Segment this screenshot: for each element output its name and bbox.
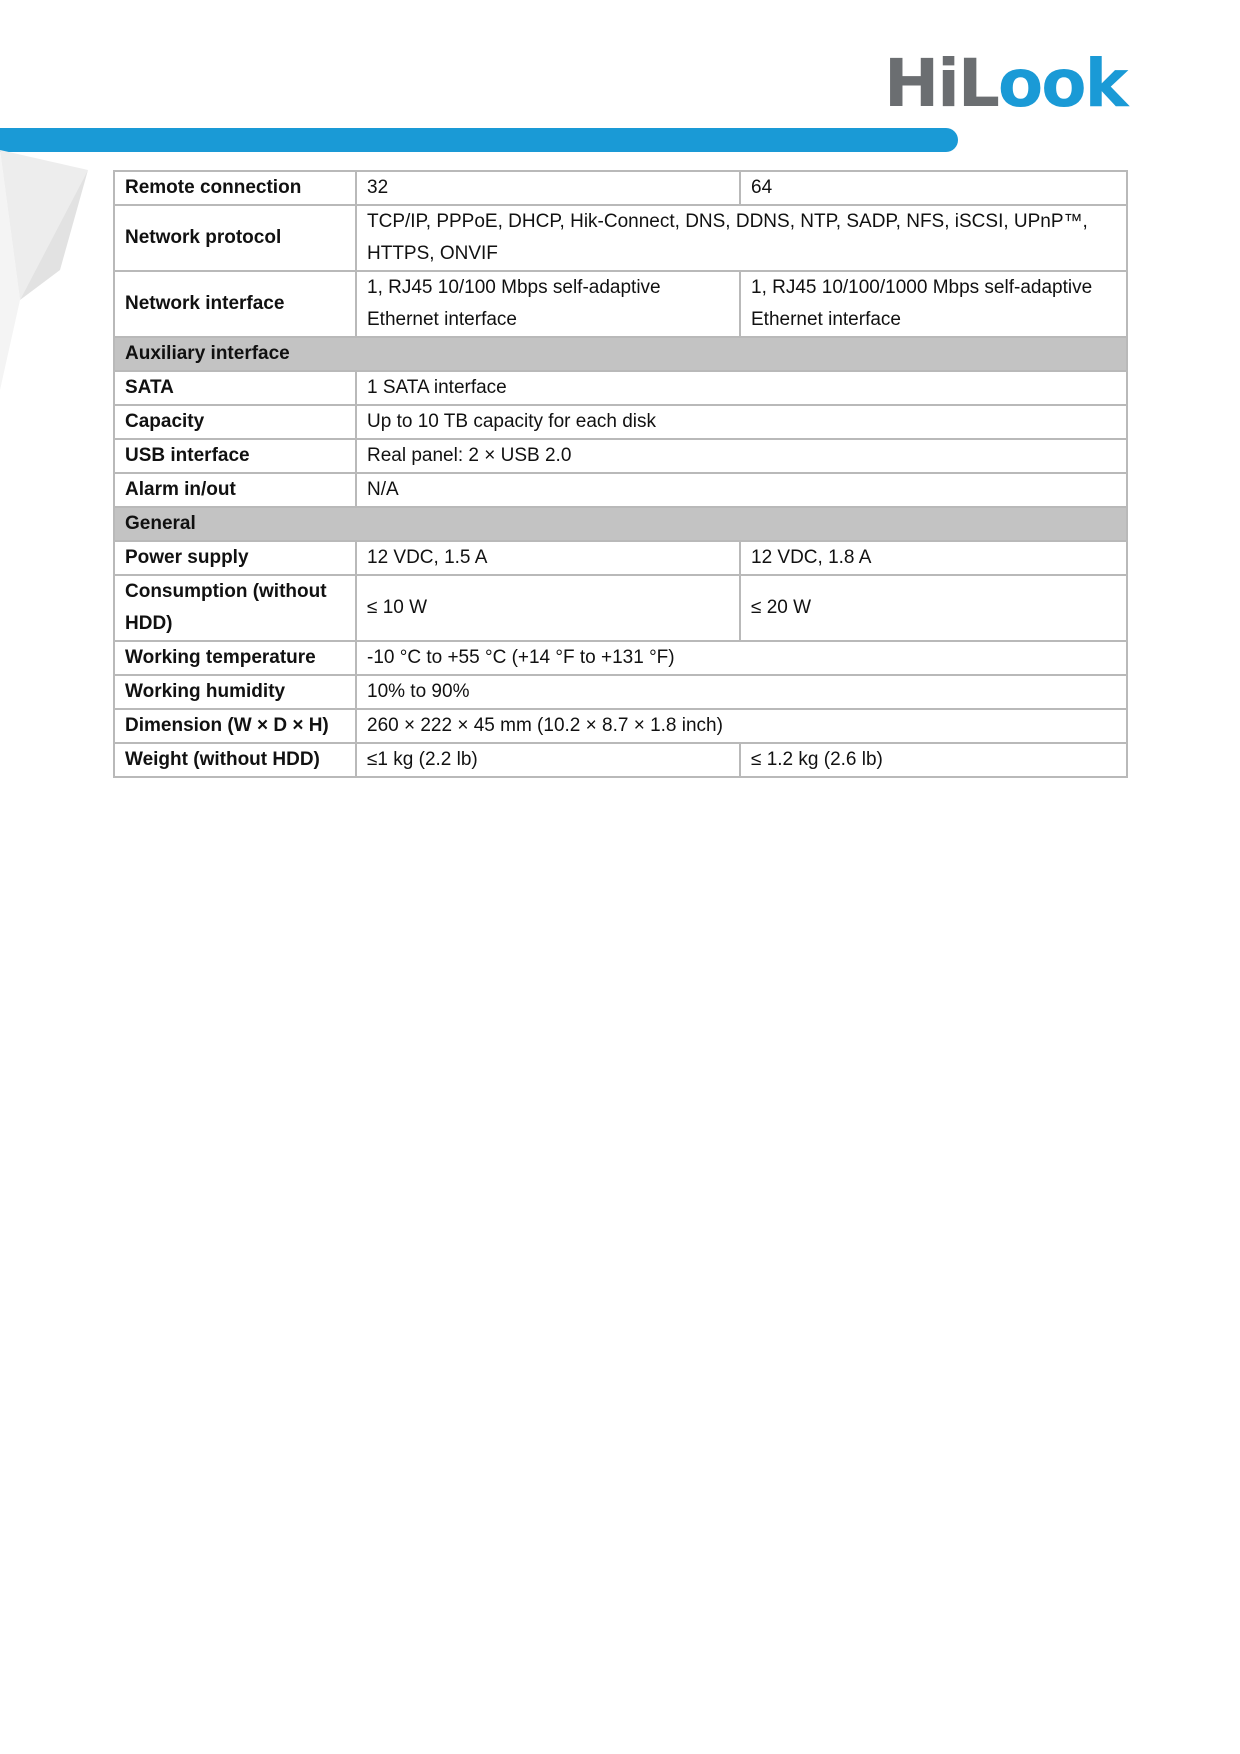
row-remote-connection <box>114 171 1127 205</box>
value-temperature: -10 °C to +55 °C (+14 °F to +131 °F) <box>356 641 1127 675</box>
spec-table <box>113 170 1128 778</box>
value-consumption-a: ≤ 10 W <box>356 575 740 641</box>
value-network-interface-b: 1, RJ45 10/100/1000 Mbps self-adaptive Ethernet interface <box>740 271 1127 337</box>
row-alarm <box>114 473 1127 507</box>
value-remote-connection-b: 64 <box>740 171 1127 205</box>
decorative-shape <box>0 150 100 400</box>
row-power <box>114 541 1127 575</box>
row-usb <box>114 439 1127 473</box>
section-general <box>114 507 1127 541</box>
value-capacity: Up to 10 TB capacity for each disk <box>356 405 1127 439</box>
hilook-logo <box>884 45 1127 122</box>
row-consumption <box>114 575 1127 641</box>
row-temperature <box>114 641 1127 675</box>
label-capacity: Capacity <box>114 405 356 439</box>
header-accent-bar <box>0 128 958 152</box>
row-network-interface <box>114 271 1127 337</box>
value-power-b: 12 VDC, 1.8 A <box>740 541 1127 575</box>
label-weight: Weight (without HDD) <box>114 743 356 777</box>
value-humidity: 10% to 90% <box>356 675 1127 709</box>
logo-hi: Hi <box>884 45 958 122</box>
label-humidity: Working humidity <box>114 675 356 709</box>
label-dimension: Dimension (W × D × H) <box>114 709 356 743</box>
value-dimension: 260 × 222 × 45 mm (10.2 × 8.7 × 1.8 inch) <box>356 709 1127 743</box>
value-weight-a: ≤1 kg (2.2 lb) <box>356 743 740 777</box>
row-dimension <box>114 709 1127 743</box>
row-weight <box>114 743 1127 777</box>
value-remote-connection-a: 32 <box>356 171 740 205</box>
value-network-protocol: TCP/IP, PPPoE, DHCP, Hik-Connect, DNS, DDNS, NTP, SADP, NFS, iSCSI, UPnP™, HTTPS, ONVIF <box>356 205 1127 271</box>
row-sata <box>114 371 1127 405</box>
label-usb: USB interface <box>114 439 356 473</box>
row-humidity <box>114 675 1127 709</box>
value-power-a: 12 VDC, 1.5 A <box>356 541 740 575</box>
section-auxiliary <box>114 337 1127 371</box>
value-weight-b: ≤ 1.2 kg (2.6 lb) <box>740 743 1127 777</box>
label-alarm: Alarm in/out <box>114 473 356 507</box>
label-temperature: Working temperature <box>114 641 356 675</box>
logo-ook: ook <box>997 45 1127 122</box>
label-network-protocol: Network protocol <box>114 205 356 271</box>
row-capacity <box>114 405 1127 439</box>
label-network-interface: Network interface <box>114 271 356 337</box>
label-remote-connection: Remote connection <box>114 171 356 205</box>
row-network-protocol <box>114 205 1127 271</box>
value-consumption-b: ≤ 20 W <box>740 575 1127 641</box>
logo-l: L <box>957 45 998 122</box>
value-sata: 1 SATA interface <box>356 371 1127 405</box>
label-power: Power supply <box>114 541 356 575</box>
label-consumption: Consumption (without HDD) <box>114 575 356 641</box>
value-alarm: N/A <box>356 473 1127 507</box>
value-usb: Real panel: 2 × USB 2.0 <box>356 439 1127 473</box>
section-title-general: General <box>114 507 1127 541</box>
value-network-interface-a: 1, RJ45 10/100 Mbps self-adaptive Ethernet interface <box>356 271 740 337</box>
label-sata: SATA <box>114 371 356 405</box>
section-title-auxiliary: Auxiliary interface <box>114 337 1127 371</box>
